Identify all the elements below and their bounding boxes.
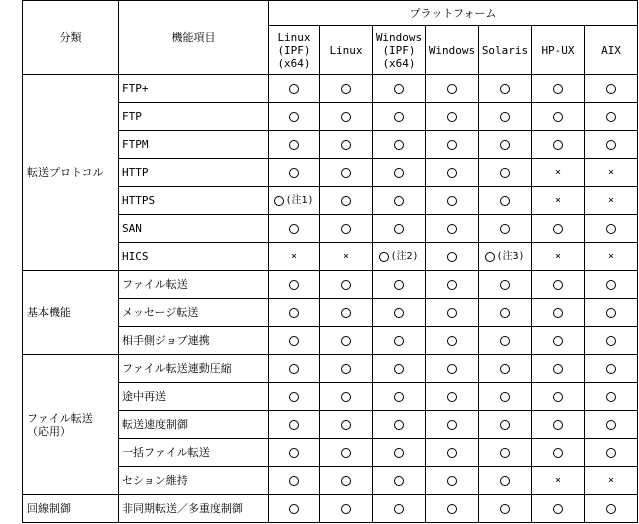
support-cell xyxy=(585,215,638,243)
supported-circle-icon xyxy=(606,280,616,290)
supported-circle-icon xyxy=(341,224,351,234)
supported-circle-icon xyxy=(553,336,563,346)
supported-circle-icon xyxy=(289,476,299,486)
support-cell xyxy=(479,327,532,355)
supported-circle-icon xyxy=(341,420,351,430)
support-cell xyxy=(373,103,426,131)
supported-circle-icon xyxy=(553,112,563,122)
support-cell xyxy=(532,75,585,103)
supported-circle-icon xyxy=(394,224,404,234)
supported-circle-icon xyxy=(289,448,299,458)
support-cell xyxy=(269,131,320,159)
supported-circle-icon xyxy=(500,196,510,206)
supported-circle-icon xyxy=(553,420,563,430)
support-cell xyxy=(373,271,426,299)
platform-support-table xyxy=(22,0,638,523)
support-cell xyxy=(479,215,532,243)
support-cell xyxy=(532,103,585,131)
platform-header: Windows (IPF) (x64) xyxy=(373,26,426,75)
support-cell xyxy=(426,327,479,355)
support-cell xyxy=(426,299,479,327)
support-cell xyxy=(373,411,426,439)
support-cell xyxy=(320,75,373,103)
feature-cell: 一括ファイル転送 xyxy=(119,439,269,467)
support-cell xyxy=(320,355,373,383)
platform-header: AIX xyxy=(585,26,638,75)
supported-circle-icon xyxy=(341,448,351,458)
feature-cell: SAN xyxy=(119,215,269,243)
support-cell xyxy=(426,411,479,439)
support-cell xyxy=(320,215,373,243)
supported-circle-icon xyxy=(341,280,351,290)
feature-cell: HTTP xyxy=(119,159,269,187)
support-cell xyxy=(479,75,532,103)
support-cell xyxy=(479,439,532,467)
support-cell xyxy=(373,495,426,523)
support-cell xyxy=(479,467,532,495)
supported-circle-icon xyxy=(394,196,404,206)
support-cell xyxy=(320,495,373,523)
table-row xyxy=(23,355,638,383)
supported-circle-icon xyxy=(289,504,299,514)
supported-circle-icon xyxy=(606,140,616,150)
feature-cell: 転送速度制御 xyxy=(119,411,269,439)
support-cell xyxy=(532,383,585,411)
feature-cell: FTP xyxy=(119,103,269,131)
support-cell xyxy=(320,439,373,467)
support-cell xyxy=(426,215,479,243)
support-cell xyxy=(426,439,479,467)
feature-cell: 相手側ジョブ連携 xyxy=(119,327,269,355)
unsupported-cross-icon: × xyxy=(607,195,615,207)
support-cell xyxy=(426,243,479,271)
support-cell xyxy=(585,383,638,411)
support-cell xyxy=(532,355,585,383)
support-cell xyxy=(320,411,373,439)
supported-circle-icon xyxy=(553,308,563,318)
supported-circle-icon xyxy=(394,112,404,122)
supported-circle-icon xyxy=(606,392,616,402)
supported-circle-icon xyxy=(447,140,457,150)
support-cell xyxy=(320,327,373,355)
platform-header: Linux (IPF) (x64) xyxy=(269,26,320,75)
support-cell xyxy=(426,75,479,103)
support-cell xyxy=(532,215,585,243)
support-cell xyxy=(479,271,532,299)
supported-circle-icon xyxy=(500,84,510,94)
support-cell xyxy=(585,299,638,327)
support-cell xyxy=(269,383,320,411)
supported-circle-icon xyxy=(447,308,457,318)
supported-circle-icon xyxy=(447,252,457,262)
supported-circle-icon xyxy=(606,364,616,374)
supported-circle-icon xyxy=(553,280,563,290)
support-cell xyxy=(320,299,373,327)
supported-circle-icon xyxy=(341,504,351,514)
supported-circle-icon xyxy=(447,336,457,346)
supported-circle-icon xyxy=(394,280,404,290)
support-cell xyxy=(269,75,320,103)
unsupported-cross-icon: × xyxy=(554,167,562,179)
supported-circle-icon xyxy=(500,168,510,178)
supported-circle-icon xyxy=(394,448,404,458)
feature-cell: 非同期転送／多重度制御 xyxy=(119,495,269,523)
support-cell xyxy=(320,467,373,495)
supported-circle-icon xyxy=(289,112,299,122)
support-cell xyxy=(269,467,320,495)
feature-cell: 途中再送 xyxy=(119,383,269,411)
support-cell xyxy=(426,103,479,131)
footnote-ref: (注3) xyxy=(496,251,525,263)
supported-circle-icon xyxy=(485,252,495,262)
support-cell xyxy=(373,467,426,495)
supported-circle-icon xyxy=(500,476,510,486)
supported-circle-icon xyxy=(341,364,351,374)
support-cell xyxy=(373,187,426,215)
supported-circle-icon xyxy=(447,448,457,458)
feature-cell: HTTPS xyxy=(119,187,269,215)
support-cell xyxy=(426,187,479,215)
feature-cell: ファイル転送 xyxy=(119,271,269,299)
supported-circle-icon xyxy=(394,140,404,150)
supported-circle-icon xyxy=(500,336,510,346)
support-cell xyxy=(426,495,479,523)
support-cell xyxy=(585,75,638,103)
support-cell xyxy=(532,131,585,159)
support-cell xyxy=(479,103,532,131)
supported-circle-icon xyxy=(553,448,563,458)
support-cell xyxy=(320,383,373,411)
supported-circle-icon xyxy=(447,112,457,122)
support-cell xyxy=(532,299,585,327)
supported-circle-icon xyxy=(394,420,404,430)
unsupported-cross-icon: × xyxy=(607,251,615,263)
supported-circle-icon xyxy=(500,140,510,150)
supported-circle-icon xyxy=(289,420,299,430)
supported-circle-icon xyxy=(500,308,510,318)
support-cell xyxy=(269,411,320,439)
support-cell xyxy=(373,243,426,271)
supported-circle-icon xyxy=(341,336,351,346)
support-cell xyxy=(269,103,320,131)
support-cell xyxy=(532,159,585,187)
support-cell xyxy=(269,215,320,243)
feature-cell: FTPM xyxy=(119,131,269,159)
supported-circle-icon xyxy=(447,280,457,290)
supported-circle-icon xyxy=(394,504,404,514)
supported-circle-icon xyxy=(606,112,616,122)
support-cell xyxy=(373,327,426,355)
supported-circle-icon xyxy=(447,196,457,206)
supported-circle-icon xyxy=(394,336,404,346)
category-cell: ファイル転送 （応用） xyxy=(23,355,119,495)
support-cell xyxy=(479,299,532,327)
support-cell xyxy=(269,495,320,523)
support-cell xyxy=(585,243,638,271)
supported-circle-icon xyxy=(606,84,616,94)
supported-circle-icon xyxy=(289,168,299,178)
support-cell xyxy=(269,243,320,271)
supported-circle-icon xyxy=(289,140,299,150)
supported-circle-icon xyxy=(500,420,510,430)
footnote-ref: (注2) xyxy=(390,251,419,263)
unsupported-cross-icon: × xyxy=(290,251,298,263)
support-cell xyxy=(269,439,320,467)
supported-circle-icon xyxy=(341,392,351,402)
support-cell xyxy=(585,495,638,523)
table-row xyxy=(23,271,638,299)
support-cell xyxy=(426,159,479,187)
supported-circle-icon xyxy=(553,140,563,150)
feature-cell: FTP+ xyxy=(119,75,269,103)
supported-circle-icon xyxy=(341,308,351,318)
supported-circle-icon xyxy=(289,308,299,318)
supported-circle-icon xyxy=(289,280,299,290)
unsupported-cross-icon: × xyxy=(342,251,350,263)
category-header: 分類 xyxy=(23,1,119,75)
supported-circle-icon xyxy=(500,448,510,458)
feature-header: 機能項目 xyxy=(119,1,269,75)
support-cell xyxy=(479,159,532,187)
supported-circle-icon xyxy=(447,84,457,94)
category-cell: 回線制御 xyxy=(23,495,119,523)
support-cell xyxy=(532,411,585,439)
supported-circle-icon xyxy=(289,364,299,374)
support-cell xyxy=(479,355,532,383)
support-cell xyxy=(373,159,426,187)
feature-cell: HICS xyxy=(119,243,269,271)
support-cell xyxy=(269,271,320,299)
support-cell xyxy=(532,187,585,215)
support-cell xyxy=(320,187,373,215)
supported-circle-icon xyxy=(289,392,299,402)
support-cell xyxy=(585,159,638,187)
platform-header: Linux xyxy=(320,26,373,75)
support-cell xyxy=(269,299,320,327)
supported-circle-icon xyxy=(500,280,510,290)
support-cell xyxy=(373,131,426,159)
support-cell xyxy=(320,131,373,159)
support-cell xyxy=(373,299,426,327)
support-cell xyxy=(585,467,638,495)
table-row xyxy=(23,495,638,523)
category-cell: 転送プロトコル xyxy=(23,75,119,271)
support-cell xyxy=(426,467,479,495)
supported-circle-icon xyxy=(394,84,404,94)
feature-cell: メッセージ転送 xyxy=(119,299,269,327)
support-cell xyxy=(479,243,532,271)
supported-circle-icon xyxy=(606,504,616,514)
supported-circle-icon xyxy=(341,196,351,206)
supported-circle-icon xyxy=(289,84,299,94)
support-cell xyxy=(532,495,585,523)
supported-circle-icon xyxy=(394,308,404,318)
platform-header: HP-UX xyxy=(532,26,585,75)
supported-circle-icon xyxy=(553,224,563,234)
support-cell xyxy=(585,327,638,355)
support-cell xyxy=(269,355,320,383)
unsupported-cross-icon: × xyxy=(607,475,615,487)
feature-cell: ファイル転送連動圧縮 xyxy=(119,355,269,383)
support-cell xyxy=(320,159,373,187)
support-cell xyxy=(320,243,373,271)
support-cell xyxy=(320,103,373,131)
supported-circle-icon xyxy=(500,112,510,122)
supported-circle-icon xyxy=(447,420,457,430)
support-cell xyxy=(585,411,638,439)
supported-circle-icon xyxy=(606,448,616,458)
support-cell xyxy=(373,75,426,103)
supported-circle-icon xyxy=(553,84,563,94)
supported-circle-icon xyxy=(394,392,404,402)
supported-circle-icon xyxy=(553,504,563,514)
support-cell xyxy=(373,439,426,467)
table-row xyxy=(23,75,638,103)
category-cell: 基本機能 xyxy=(23,271,119,355)
supported-circle-icon xyxy=(500,504,510,514)
support-cell xyxy=(585,271,638,299)
supported-circle-icon xyxy=(394,364,404,374)
support-cell xyxy=(373,355,426,383)
unsupported-cross-icon: × xyxy=(607,167,615,179)
supported-circle-icon xyxy=(274,196,284,206)
supported-circle-icon xyxy=(553,364,563,374)
supported-circle-icon xyxy=(447,168,457,178)
unsupported-cross-icon: × xyxy=(554,475,562,487)
support-cell xyxy=(479,383,532,411)
platform-header: Solaris xyxy=(479,26,532,75)
supported-circle-icon xyxy=(341,140,351,150)
support-cell xyxy=(585,355,638,383)
support-cell xyxy=(479,187,532,215)
supported-circle-icon xyxy=(289,224,299,234)
platform-group-header: プラットフォーム xyxy=(269,1,638,26)
supported-circle-icon xyxy=(341,476,351,486)
supported-circle-icon xyxy=(447,364,457,374)
supported-circle-icon xyxy=(379,252,389,262)
support-cell xyxy=(269,159,320,187)
unsupported-cross-icon: × xyxy=(554,195,562,207)
support-cell xyxy=(479,411,532,439)
support-cell xyxy=(585,131,638,159)
support-cell xyxy=(532,439,585,467)
supported-circle-icon xyxy=(447,476,457,486)
feature-cell: セション維持 xyxy=(119,467,269,495)
support-cell xyxy=(532,271,585,299)
support-cell xyxy=(585,187,638,215)
support-cell xyxy=(585,103,638,131)
supported-circle-icon xyxy=(606,224,616,234)
supported-circle-icon xyxy=(341,112,351,122)
support-cell xyxy=(532,243,585,271)
support-cell xyxy=(373,215,426,243)
support-cell xyxy=(426,383,479,411)
supported-circle-icon xyxy=(606,308,616,318)
support-cell xyxy=(479,131,532,159)
supported-circle-icon xyxy=(500,224,510,234)
support-cell xyxy=(426,131,479,159)
unsupported-cross-icon: × xyxy=(554,251,562,263)
supported-circle-icon xyxy=(394,476,404,486)
supported-circle-icon xyxy=(447,504,457,514)
support-cell xyxy=(479,495,532,523)
supported-circle-icon xyxy=(500,392,510,402)
supported-circle-icon xyxy=(553,392,563,402)
supported-circle-icon xyxy=(447,224,457,234)
supported-circle-icon xyxy=(341,84,351,94)
supported-circle-icon xyxy=(606,420,616,430)
supported-circle-icon xyxy=(447,392,457,402)
support-cell xyxy=(585,439,638,467)
support-cell xyxy=(426,355,479,383)
supported-circle-icon xyxy=(500,364,510,374)
support-cell xyxy=(269,327,320,355)
supported-circle-icon xyxy=(606,336,616,346)
platform-header: Windows xyxy=(426,26,479,75)
footnote-ref: (注1) xyxy=(285,195,314,207)
support-cell xyxy=(532,327,585,355)
support-cell xyxy=(269,187,320,215)
support-cell xyxy=(373,383,426,411)
support-cell xyxy=(320,271,373,299)
supported-circle-icon xyxy=(394,168,404,178)
supported-circle-icon xyxy=(289,336,299,346)
support-cell xyxy=(532,467,585,495)
support-cell xyxy=(426,271,479,299)
supported-circle-icon xyxy=(341,168,351,178)
